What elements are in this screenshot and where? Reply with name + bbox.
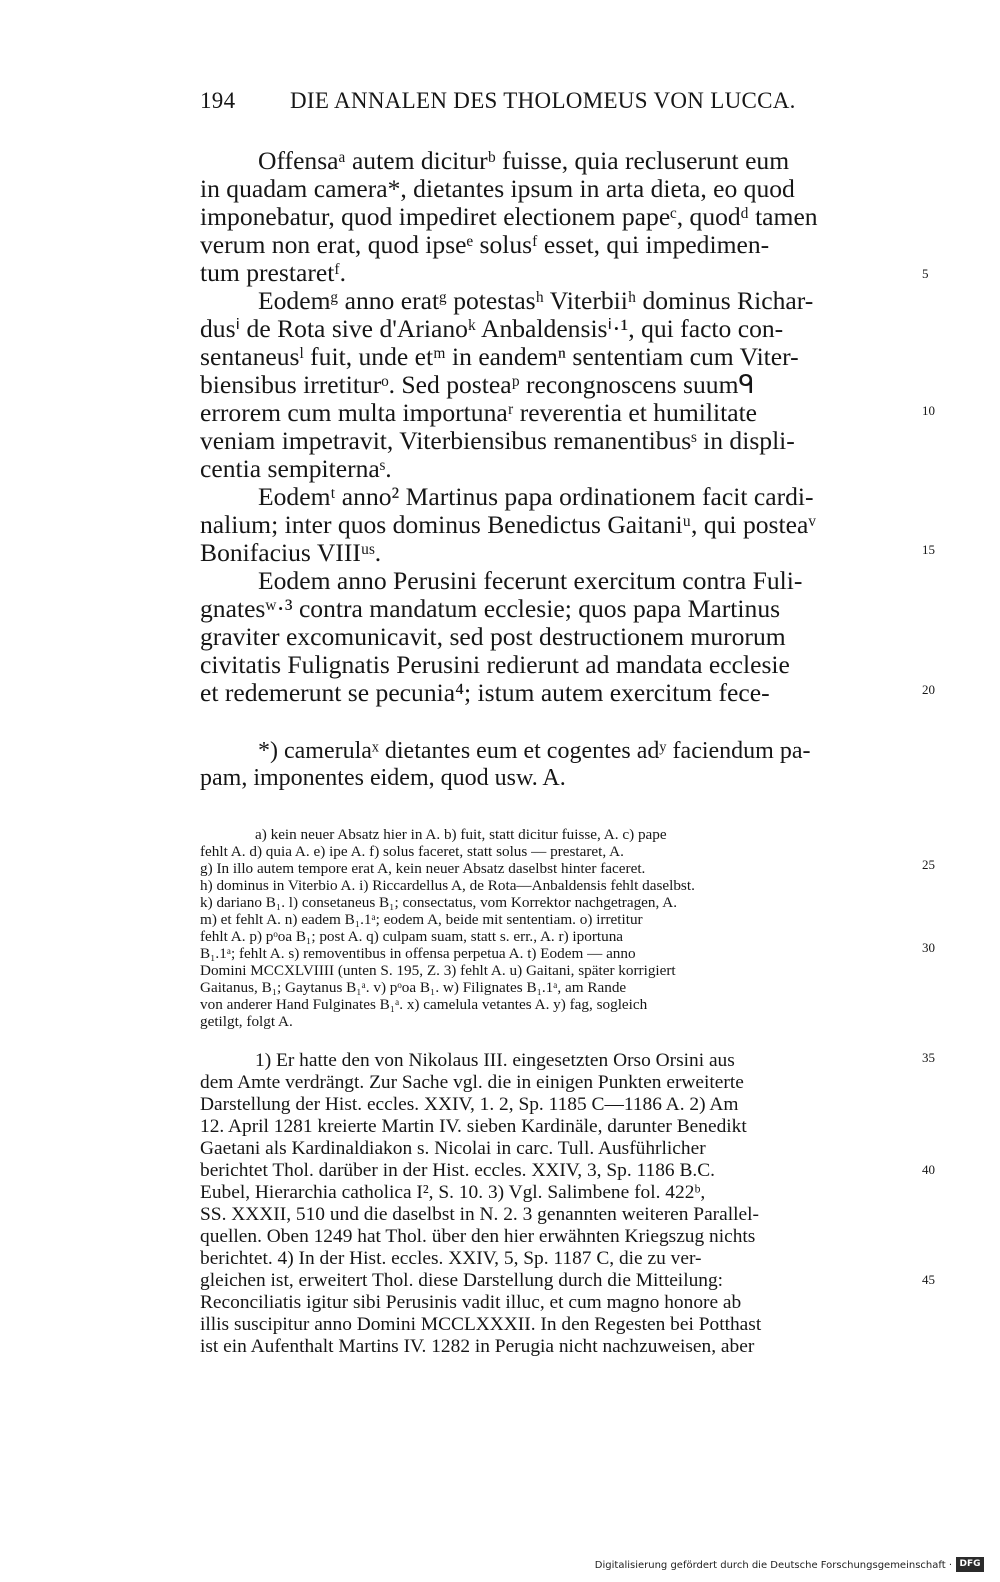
note-line: gleichen ist, erweitert Thol. diese Darstellung durch die Mitteilung: (200, 1270, 724, 1291)
variant-line: Domini MCCXLVIIII (unten S. 195, Z. 3) fehlt A. u) Gaitani, später korrigiert (200, 962, 676, 979)
note-line: ist ein Aufenthalt Martins IV. 1282 in Perugia nicht nachzuweisen, aber (200, 1336, 755, 1357)
note-line: dem Amte verdrängt. Zur Sache vgl. die in einigen Punkten erweiterte (200, 1072, 744, 1093)
margin-number: 30 (922, 940, 935, 955)
margin-number: 10 (922, 403, 935, 418)
note-line: berichtet. 4) In der Hist. eccles. XXIV, 5, Sp. 1187 C, die zu ver- (200, 1248, 702, 1269)
body-line: gnatesʷ·³ contra mandatum ecclesie; quos papa Martinus (200, 594, 781, 623)
body-line: centia sempiternaˢ. (200, 454, 392, 483)
dfg-logo: DFG (956, 1557, 984, 1572)
variant-line: von anderer Hand Fulginates B₁ᵃ. x) camelula vetantes A. y) fag, sogleich (200, 996, 648, 1013)
variant-line: getilgt, folgt A. (200, 1013, 293, 1030)
variant-line: m) et fehlt A. n) eadem B₁.1ᵃ; eodem A, beide mit sententiam. o) irretitur (200, 911, 643, 928)
variant-line: fehlt A. p) pᵒoa B₁; post A. q) culpam suam, statt s. err., A. r) iportuna (200, 928, 624, 945)
running-head: DIE ANNALEN DES THOLOMEUS VON LUCCA. (290, 88, 796, 113)
note-line: Reconciliatis igitur sibi Perusinis vadit illuc, et cum magno honore ab (200, 1292, 742, 1313)
body-line: in quadam camera*, dietantes ipsum in arta dieta, eo quod (200, 174, 795, 203)
body-line: biensibus irretiturᵒ. Sed posteaᵖ recongnoscens suumᑫ (200, 370, 755, 399)
footnote-line: *) camerulaˣ dietantes eum et cogentes adʸ faciendum pa- (258, 738, 811, 764)
body-line: dusⁱ de Rota sive d'Arianoᵏ Anbaldensisⁱ·¹, qui facto con- (200, 314, 784, 343)
body-line: Offensaᵃ autem diciturᵇ fuisse, quia recluserunt eum (258, 146, 790, 175)
body-line: civitatis Fulignatis Perusini redierunt ad mandata ecclesie (200, 650, 790, 679)
variant-line: k) dariano B₁. l) consetaneus B₁; consectatus, vom Korrektor nachgetragen, A. (200, 894, 678, 911)
digitization-notice: Digitalisierung gefördert durch die Deutsche Forschungsgemeinschaft · (594, 1560, 952, 1571)
page-header (200, 88, 915, 120)
note-line: Gaetani als Kardinaldiakon s. Nicolai in carc. Tull. Ausführlicher (200, 1138, 706, 1159)
body-line: veniam impetravit, Viterbiensibus remanentibusˢ in displi- (200, 426, 795, 455)
margin-number: 40 (922, 1162, 935, 1177)
margin-number: 15 (922, 542, 935, 557)
body-line: graviter excomunicavit, sed post destructionem murorum (200, 622, 786, 651)
variant-line: B₁.1ᵃ; fehlt A. s) removentibus in offensa perpetua A. t) Eodem — anno (200, 945, 636, 962)
body-line: verum non erat, quod ipseᵉ solusᶠ esset, qui impedimen- (200, 230, 770, 259)
footnote-line: pam, imponentes eidem, quod usw. A. (200, 765, 566, 791)
body-line: nalium; inter quos dominus Benedictus Gaitaniᵘ, qui posteaᵛ (200, 510, 816, 539)
variant-line: a) kein neuer Absatz hier in A. b) fuit, statt dicitur fuisse, A. c) pape (255, 826, 667, 843)
margin-number: 5 (922, 266, 929, 281)
variant-line: fehlt A. d) quia A. e) ipe A. f) solus faceret, statt solus — prestaret, A. (200, 843, 624, 860)
note-line: 12. April 1281 kreierte Martin IV. sieben Kardinäle, darunter Benedikt (200, 1116, 747, 1137)
body-line: errorem cum multa importunaʳ reverentia et humilitate (200, 398, 758, 427)
note-line: SS. XXXII, 510 und die daselbst in N. 2. 3 genannten weiteren Parallel- (200, 1204, 759, 1225)
note-line: Eubel, Hierarchia catholica I², S. 10. 3) Vgl. Salimbene fol. 422ᵇ, (200, 1182, 706, 1203)
note-line: 1) Er hatte den von Nikolaus III. eingesetzten Orso Orsini aus (255, 1050, 735, 1071)
page-number: 194 (200, 88, 236, 113)
note-line: quellen. Oben 1249 hat Thol. über den hier erwähnten Kriegszug nichts (200, 1226, 756, 1247)
margin-number: 25 (922, 857, 935, 872)
body-line: et redemerunt se pecunia⁴; istum autem exercitum fece- (200, 678, 770, 707)
note-line: illis suscipitur anno Domini MCCLXXXII. In den Regesten bei Potthast (200, 1314, 762, 1335)
variant-line: h) dominus in Viterbio A. i) Riccardellus A, de Rota—Anbaldensis fehlt daselbst. (200, 877, 695, 894)
body-line: Eodemᵗ anno² Martinus papa ordinationem facit cardi- (258, 482, 814, 511)
margin-number: 35 (922, 1050, 935, 1065)
body-line: imponebatur, quod impediret electionem papeᶜ, quodᵈ tamen (200, 202, 818, 231)
variant-line: Gaitanus, B₁; Gaytanus B₁ᵃ. v) pᵒoa B₁. w) Filignates B₁.1ᵃ, am Rande (200, 979, 627, 996)
body-line: Eodem anno Perusini fecerunt exercitum contra Fuli- (258, 566, 803, 595)
margin-number: 45 (922, 1272, 935, 1287)
body-line: sentaneusˡ fuit, unde etᵐ in eandemⁿ sententiam cum Viter- (200, 342, 799, 371)
body-line: Eodemᵍ anno eratᵍ potestasʰ Viterbiiʰ dominus Richar- (258, 286, 814, 315)
note-line: Darstellung der Hist. eccles. XXIV, 1. 2, Sp. 1185 C—1186 A. 2) Am (200, 1094, 739, 1115)
variant-line: g) In illo autem tempore erat A, kein neuer Absatz daselbst hinter faceret. (200, 860, 646, 877)
body-line: Bonifacius VIIIᵘˢ. (200, 538, 382, 567)
note-line: berichtet Thol. darüber in der Hist. eccles. XXIV, 3, Sp. 1186 B.C. (200, 1160, 716, 1181)
margin-number: 20 (922, 682, 935, 697)
body-line: tum prestaretᶠ. (200, 258, 347, 287)
